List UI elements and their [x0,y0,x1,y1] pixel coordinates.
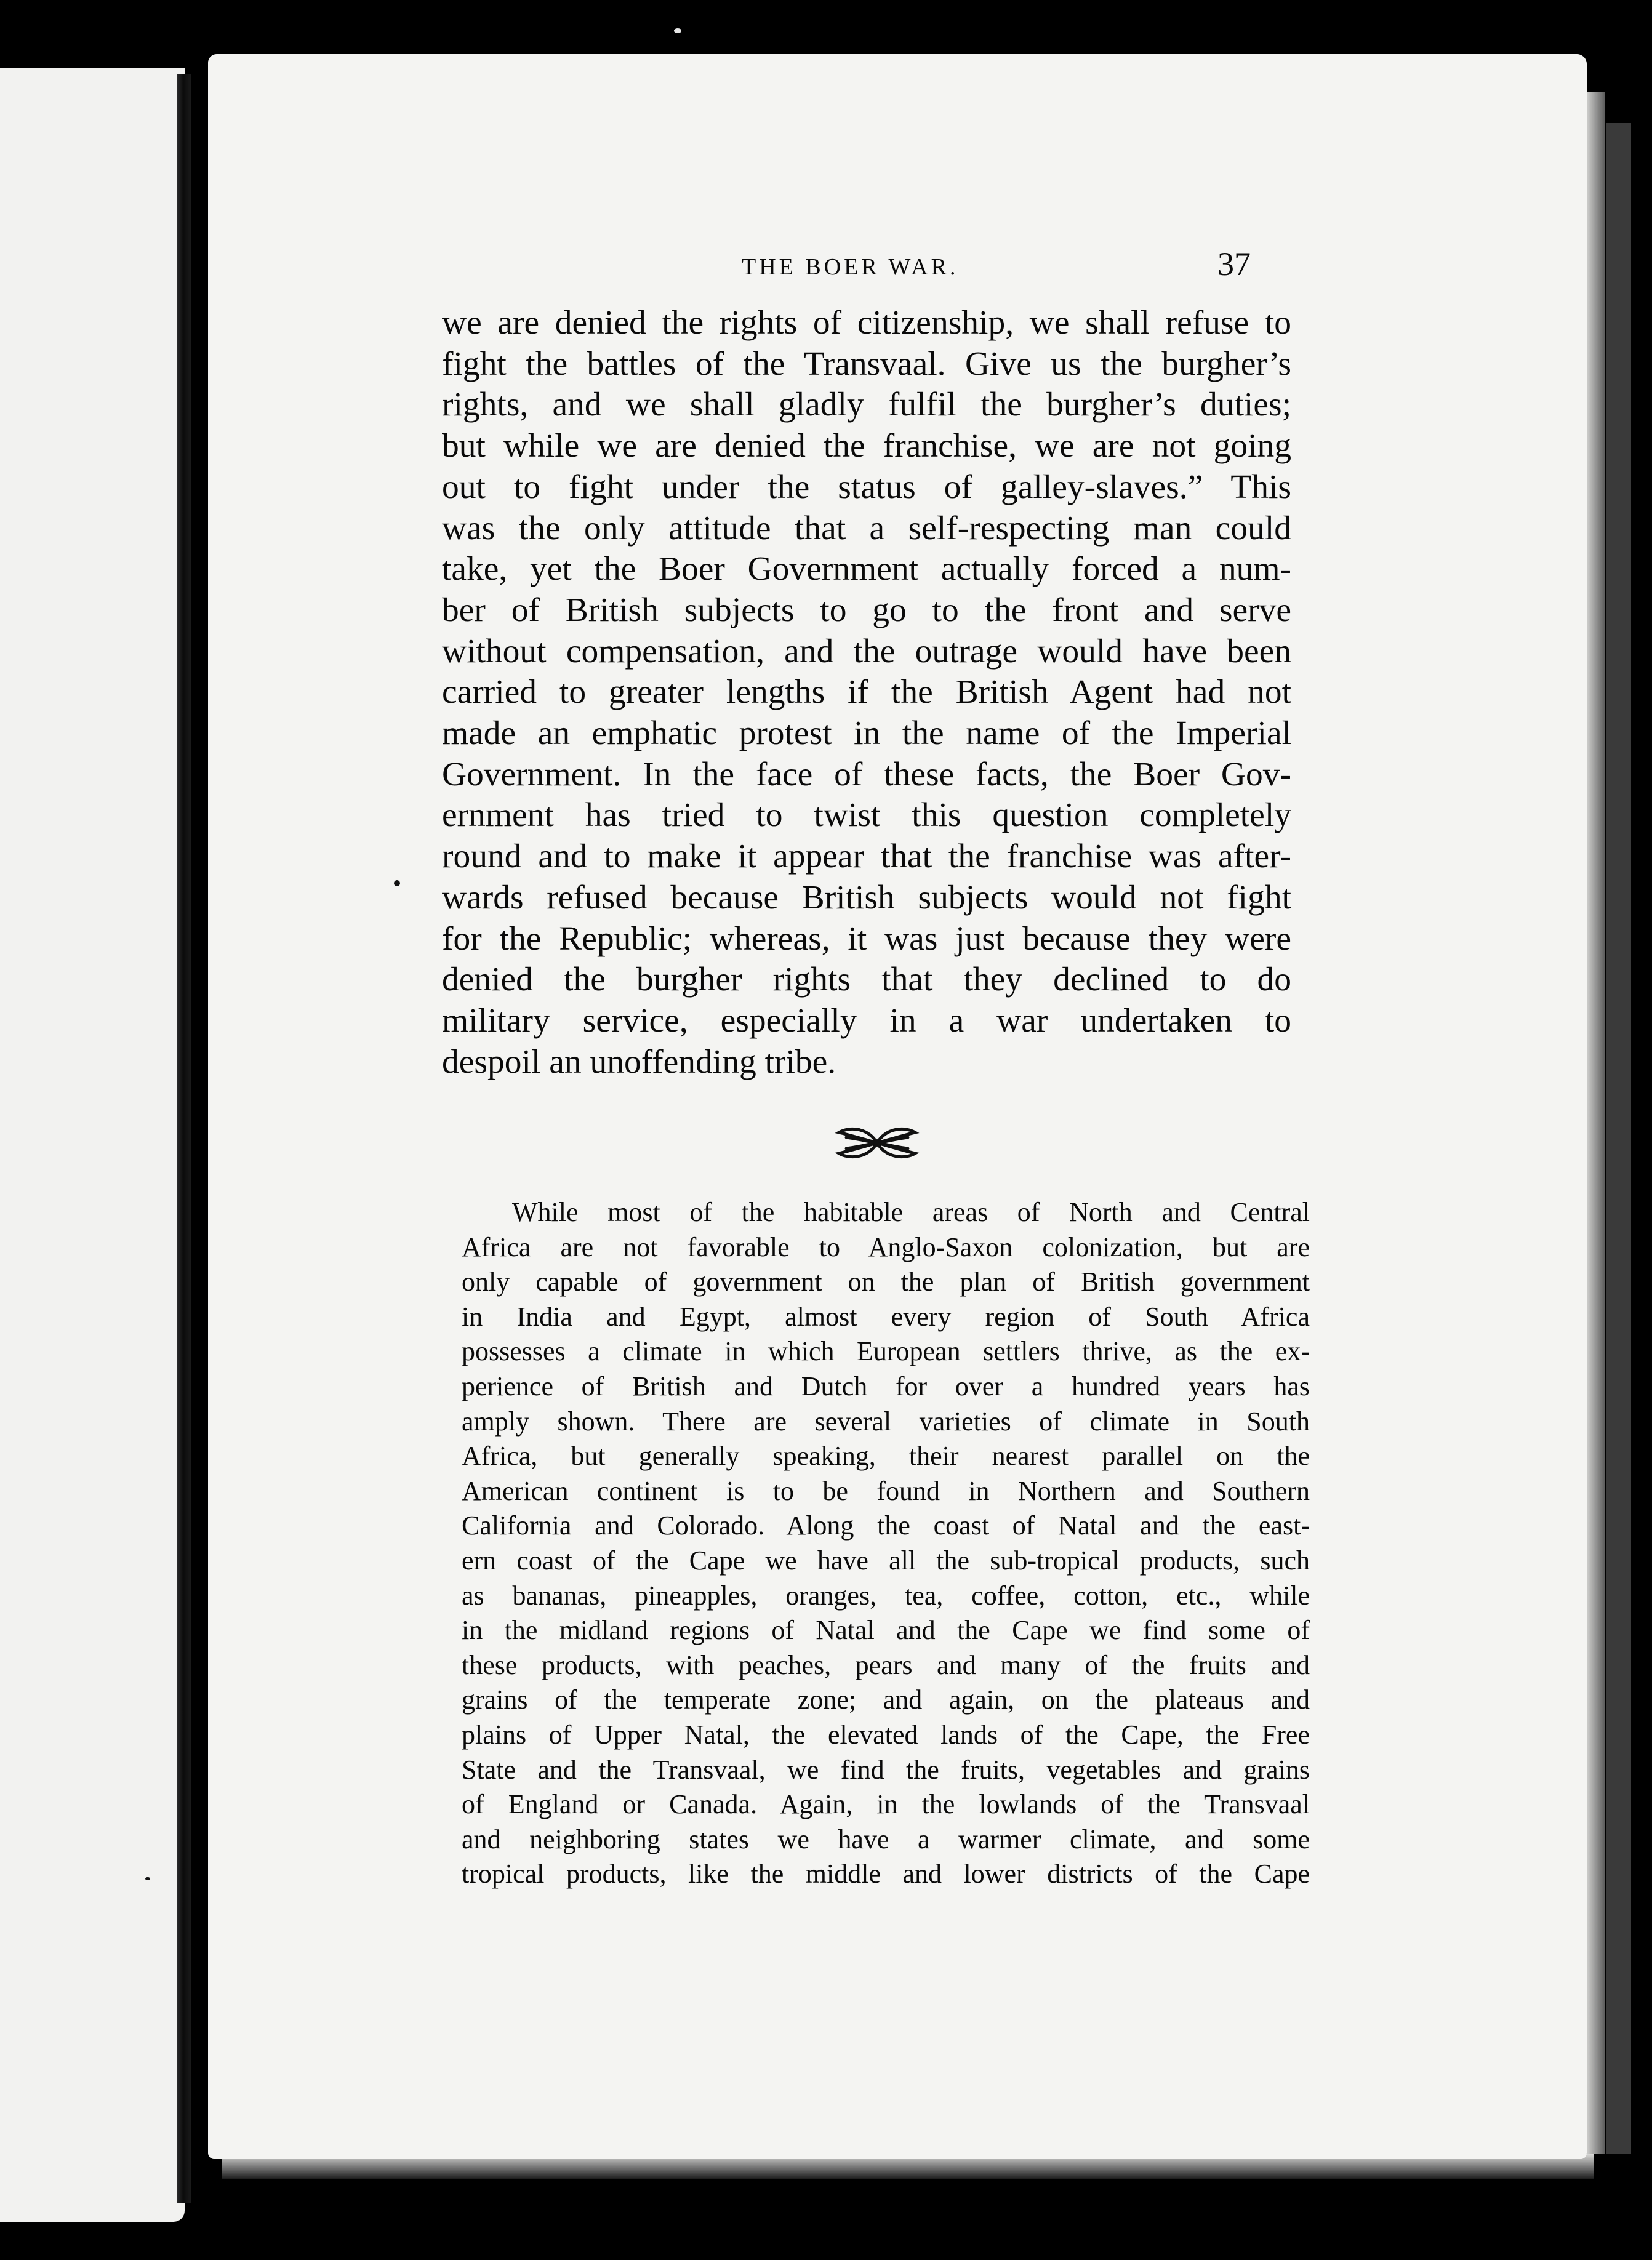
sidebar-line: ern coast of the Cape we have all the sub-tropical products, such [462,1545,1310,1576]
body-line: made an emphatic protest in the name of the Imperial [442,715,1291,753]
sidebar-line: While most of the habitable areas of North and Central [512,1197,1310,1227]
body-line: we are denied the rights of citizenship, we shall refuse to [442,304,1291,342]
body-line: carried to greater lengths if the British Agent had not [442,673,1291,711]
running-head: THE BOER WAR. [742,254,959,280]
page-fore-edge [1587,92,1605,2154]
scan-speck [674,28,681,33]
body-line: but while we are denied the franchise, we are not going [442,427,1291,465]
body-line: Government. In the face of these facts, the Boer Gov- [442,755,1291,793]
body-line: ernment has tried to twist this question completely [442,796,1291,835]
sidebar-line: Africa, but generally speaking, their nearest parallel on the [462,1441,1310,1472]
body-line: ber of British subjects to go to the front and serve [442,591,1291,629]
book-gutter [177,74,191,2203]
sidebar-line: California and Colorado. Along the coast of Natal and the east- [462,1510,1310,1541]
body-line: military service, especially in a war undertaken to [442,1001,1291,1040]
body-line: was the only attitude that a self-respecting man could [442,509,1291,547]
sidebar-line: in India and Egypt, almost every region of South Africa [462,1301,1310,1332]
book-cover-edge [1606,123,1631,2154]
scan-speck [394,880,400,886]
sidebar-line: tropical products, like the middle and lower districts of the Cape [462,1859,1310,1889]
body-line: fight the battles of the Transvaal. Give us the burgher’s [442,345,1291,383]
main-paragraph [442,303,1291,1083]
sidebar-line: only capable of government on the plan of British government [462,1267,1310,1297]
fleuron-icon [834,1121,920,1164]
sidebar-line: of England or Canada. Again, in the lowlands of the Transvaal [462,1789,1310,1820]
body-line: take, yet the Boer Government actually forced a num- [442,550,1291,588]
sidebar-line: grains of the temperate zone; and again, on the plateaus and [462,1685,1310,1715]
facing-page-edge [0,68,185,2222]
sidebar-line: amply shown. There are several varieties of climate in South [462,1406,1310,1437]
sidebar-line: and neighboring states we have a warmer climate, and some [462,1824,1310,1854]
page-number: 37 [1217,246,1251,282]
sidebar-line: American continent is to be found in Northern and Southern [462,1475,1310,1506]
sidebar-line: State and the Transvaal, we find the fruits, vegetables and grains [462,1754,1310,1785]
sidebar-line: perience of British and Dutch for over a hundred years has [462,1371,1310,1401]
body-line: despoil an unoffending tribe. [442,1043,836,1081]
body-line: round and to make it appear that the franchise was after- [442,838,1291,876]
sidebar-line: in the midland regions of Natal and the Cape we find some of [462,1615,1310,1646]
body-line: for the Republic; whereas, it was just because they were [442,920,1291,958]
sidebar-line: these products, with peaches, pears and many of the fruits and [462,1649,1310,1680]
body-line: wards refused because British subjects would not fight [442,878,1291,916]
sidebar-line: Africa are not favorable to Anglo-Saxon colonization, but are [462,1232,1310,1262]
scan-speck [145,1877,150,1880]
body-line: denied the burgher rights that they declined to do [442,961,1291,999]
sidebar-line: plains of Upper Natal, the elevated lands of the Cape, the Free [462,1719,1310,1750]
body-line: rights, and we shall gladly fulfil the burgher’s duties; [442,386,1291,424]
sidebar-line: as bananas, pineapples, oranges, tea, coffee, cotton, etc., while [462,1580,1310,1611]
sidebar-line: possesses a climate in which European settlers thrive, as the ex- [462,1336,1310,1367]
body-line: out to fight under the status of galley-slaves.” This [442,468,1291,506]
body-line: without compensation, and the outrage would have been [442,632,1291,670]
climate-sidebar-paragraph [462,1195,1310,1892]
